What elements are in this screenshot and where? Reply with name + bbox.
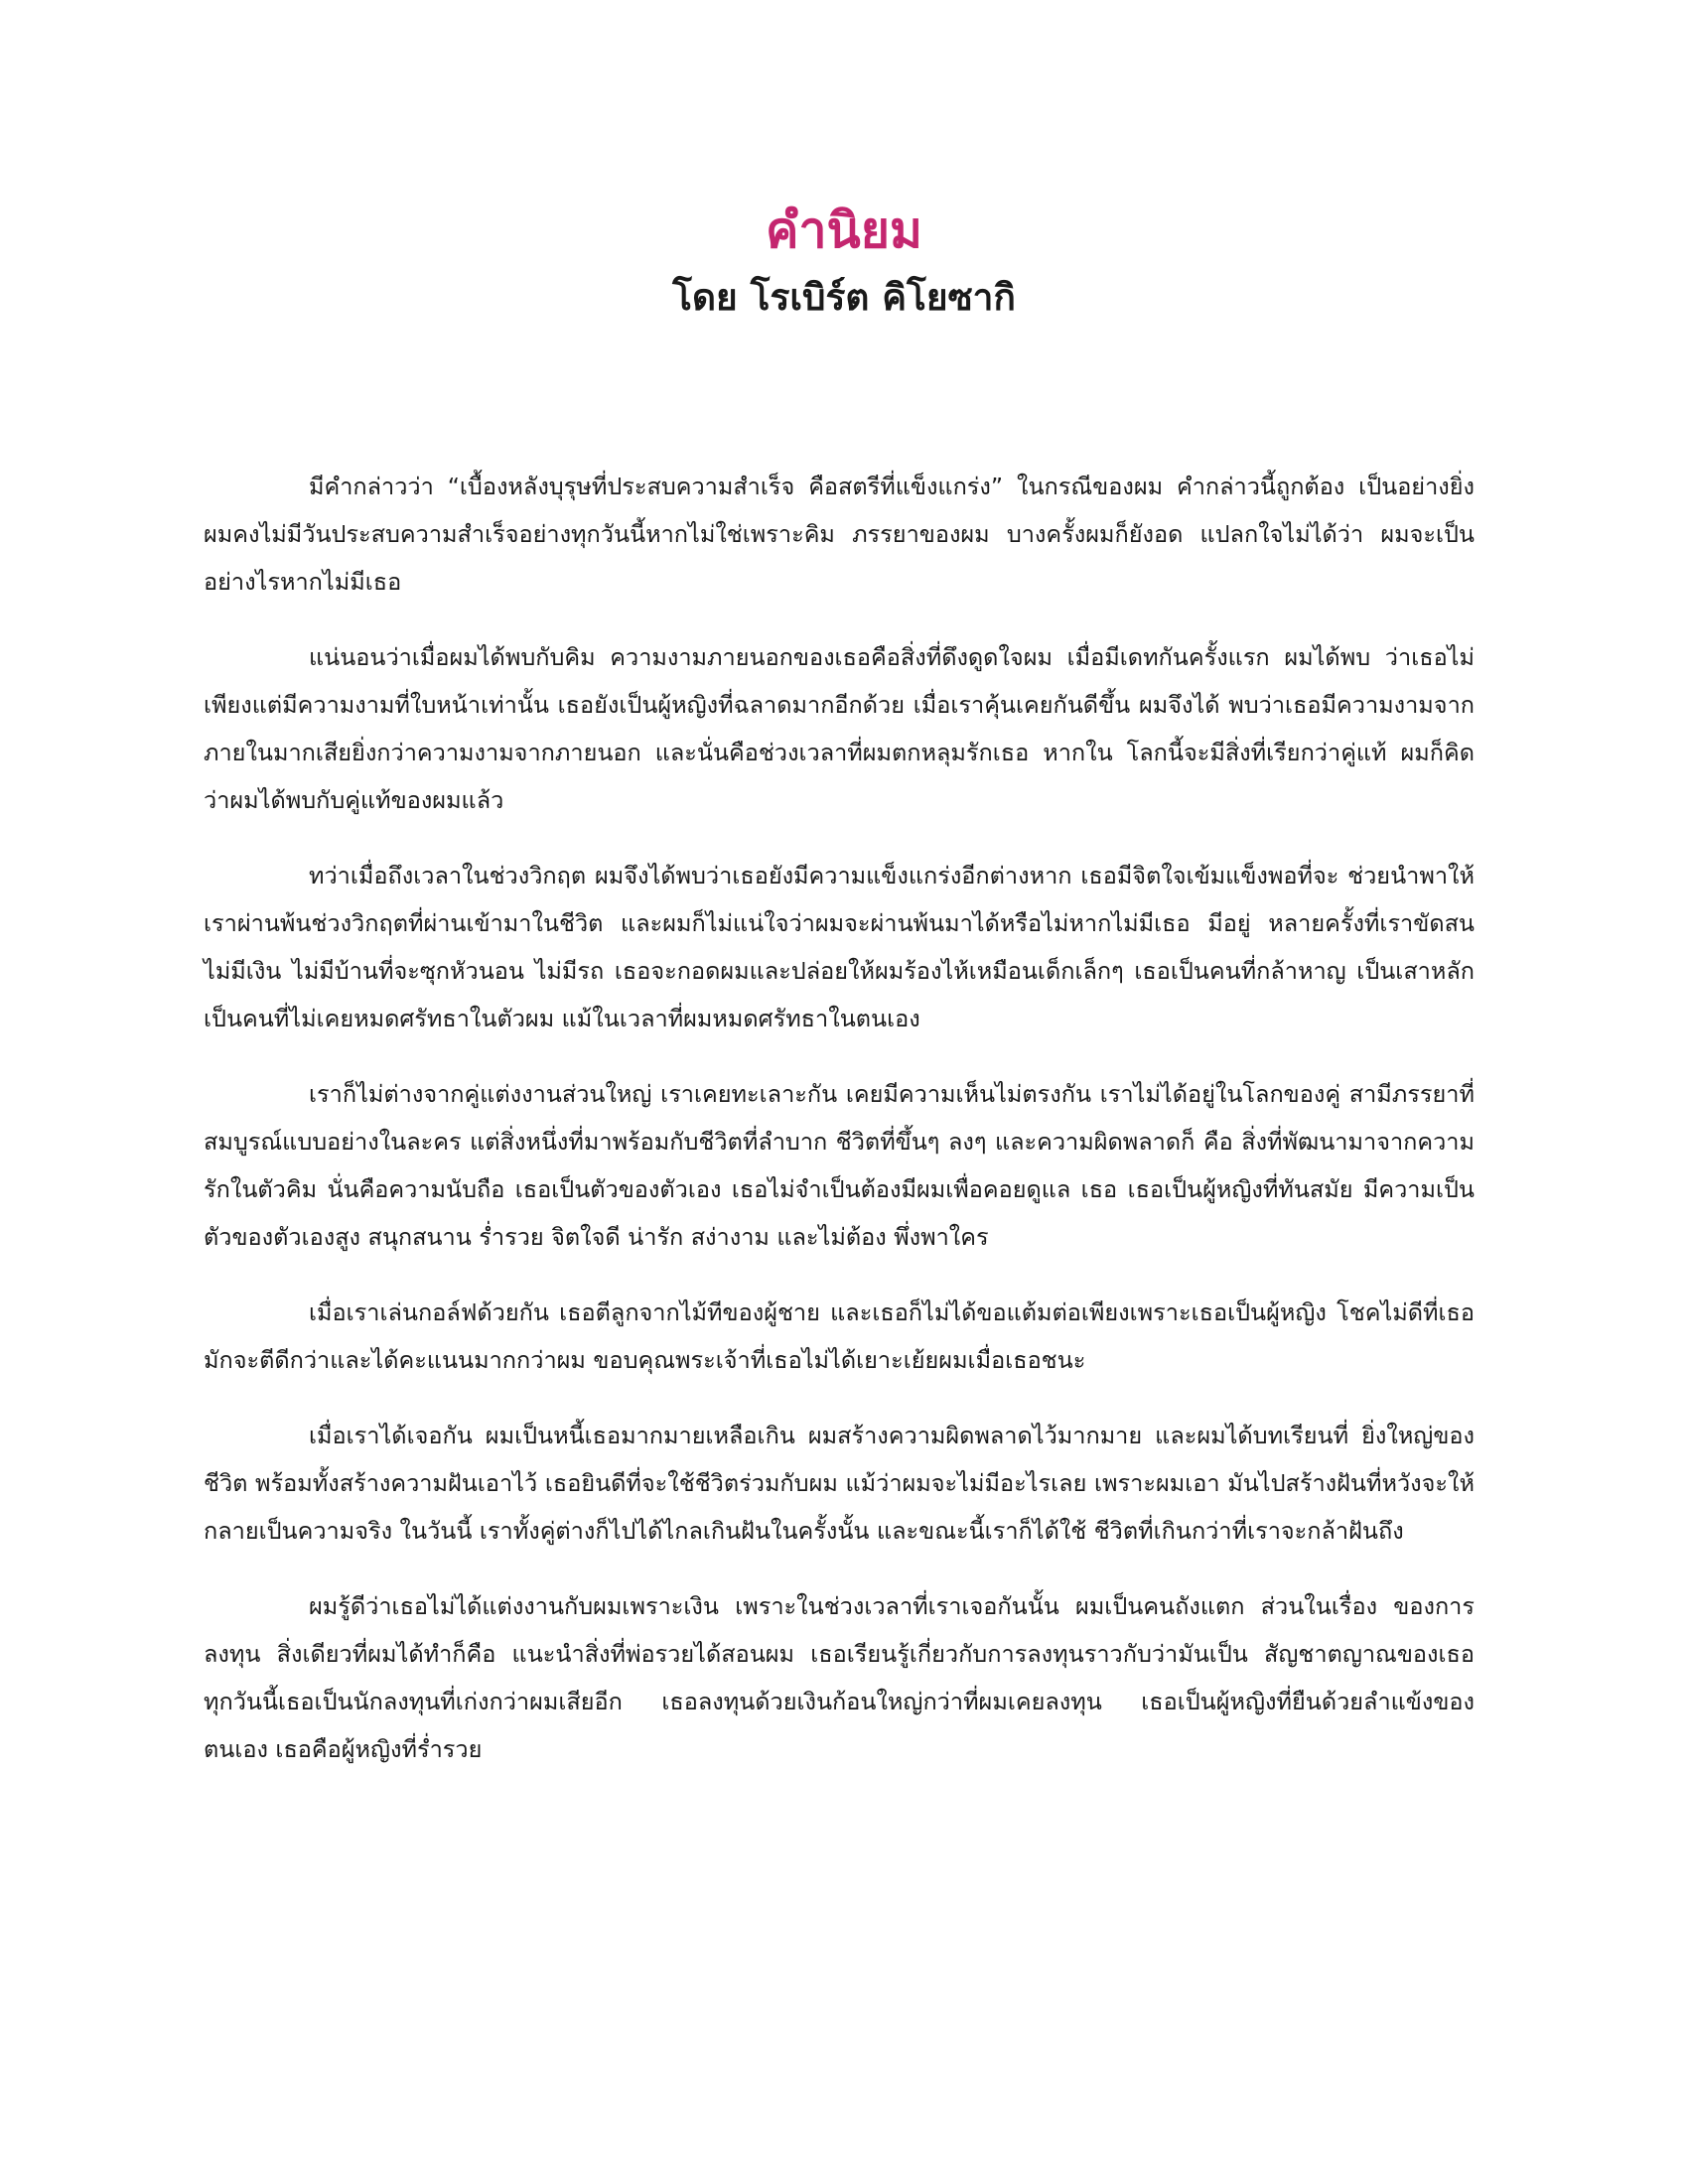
page-title: คำนิยม bbox=[766, 202, 922, 259]
paragraph: แน่นอนว่าเมื่อผมได้พบกับคิม ความงามภายนอกของเธอคือสิ่งที่ดึงดูดใจผม เมื่อมีเดทกันครั้งแรก ผมได้พบ ว่าเธอไม่เพียงแต่มีความงามที่ใบหน้าเท่านั้น เธอยังเป็นผู้หญิงที่ฉลาดมากอีกด้วย เมื่อเราคุ้นเคยกันดีขึ้น ผมจึงได้ พบว่าเธอมีความงามจากภายในมากเสียยิ่งกว่าความงามจากภายนอก และนั่นคือช่วงเวลาที่ผมตกหลุมรักเธอ หากใน โลกนี้จะมีสิ่งที่เรียกว่าคู่แท้ ผมก็คิดว่าผมได้พบกับคู่แท้ของผมแล้ว bbox=[204, 643, 1475, 814]
paragraph: ผมรู้ดีว่าเธอไม่ได้แต่งงานกับผมเพราะเงิน เพราะในช่วงเวลาที่เราเจอกันนั้น ผมเป็นคนถังแตก ส่วนในเรื่อง ของการลงทุน สิ่งเดียวที่ผมได้ทำก็คือ แนะนำสิ่งที่พ่อรวยได้สอนผม เธอเรียนรู้เกี่ยวกับการลงทุนราวกับว่ามันเป็น สัญชาตญาณของเธอ ทุกวันนี้เธอเป็นนักลงทุนที่เก่งกว่าผมเสียอีก เธอลงทุนด้วยเงินก้อนใหญ่กว่าที่ผมเคยลงทุน เธอเป็นผู้หญิงที่ยืนด้วยลำแข้งของตนเอง เธอคือผู้หญิงที่ร่ำรวย bbox=[204, 1592, 1475, 1763]
paragraph: เราก็ไม่ต่างจากคู่แต่งงานส่วนใหญ่ เราเคยทะเลาะกัน เคยมีความเห็นไม่ตรงกัน เราไม่ได้อยู่ในโลกของคู่ สามีภรรยาที่สมบูรณ์แบบอย่างในละคร แต่สิ่งหนึ่งที่มาพร้อมกับชีวิตที่ลำบาก ชีวิตที่ขึ้นๆ ลงๆ และความผิดพลาดก็ คือ สิ่งที่พัฒนามาจากความรักในตัวคิม นั่นคือความนับถือ เธอเป็นตัวของตัวเอง เธอไม่จำเป็นต้องมีผมเพื่อคอยดูแล เธอ เธอเป็นผู้หญิงที่ทันสมัย มีความเป็นตัวของตัวเองสูง สนุกสนาน ร่ำรวย จิตใจดี น่ารัก สง่างาม และไม่ต้อง พึ่งพาใคร bbox=[204, 1080, 1475, 1251]
author-byline: โดย โรเบิร์ต คิโยซากิ bbox=[672, 276, 1016, 319]
page-header bbox=[0, 197, 1688, 324]
paragraph: มีคำกล่าวว่า “เบื้องหลังบุรุษที่ประสบความสำเร็จ คือสตรีที่แข็งแกร่ง” ในกรณีของผม คำกล่าวนี้ถูกต้อง เป็นอย่างยิ่ง ผมคงไม่มีวันประสบความสำเร็จอย่างทุกวันนี้หากไม่ใช่เพราะคิม ภรรยาของผม บางครั้งผมก็ยังอด แปลกใจไม่ได้ว่า ผมจะเป็นอย่างไรหากไม่มีเธอ bbox=[204, 473, 1475, 596]
paragraph: ทว่าเมื่อถึงเวลาในช่วงวิกฤต ผมจึงได้พบว่าเธอยังมีความแข็งแกร่งอีกต่างหาก เธอมีจิตใจเข้มแข็งพอที่จะ ช่วยนำพาให้เราผ่านพ้นช่วงวิกฤตที่ผ่านเข้ามาในชีวิต และผมก็ไม่แน่ใจว่าผมจะผ่านพ้นมาได้หรือไม่หากไม่มีเธอ มีอยู่ หลายครั้งที่เราขัดสน ไม่มีเงิน ไม่มีบ้านที่จะซุกหัวนอน ไม่มีรถ เธอจะกอดผมและปล่อยให้ผมร้องไห้เหมือนเด็กเล็กๆ เธอเป็นคนที่กล้าหาญ เป็นเสาหลัก เป็นคนที่ไม่เคยหมดศรัทธาในตัวผม แม้ในเวลาที่ผมหมดศรัทธาในตนเอง bbox=[204, 862, 1475, 1032]
body-text bbox=[204, 463, 1475, 1801]
paragraph: เมื่อเราเล่นกอล์ฟด้วยกัน เธอตีลูกจากไม้ทีของผู้ชาย และเธอก็ไม่ได้ขอแต้มต่อเพียงเพราะเธอเป็นผู้หญิง โชคไม่ดีที่เธอมักจะตีดีกว่าและได้คะแนนมากกว่าผม ขอบคุณพระเจ้าที่เธอไม่ได้เยาะเย้ยผมเมื่อเธอชนะ bbox=[204, 1298, 1475, 1374]
paragraph: เมื่อเราได้เจอกัน ผมเป็นหนี้เธอมากมายเหลือเกิน ผมสร้างความผิดพลาดไว้มากมาย และผมได้บทเรียนที่ ยิ่งใหญ่ของชีวิต พร้อมทั้งสร้างความฝันเอาไว้ เธอยินดีที่จะใช้ชีวิตร่วมกับผม แม้ว่าผมจะไม่มีอะไรเลย เพราะผมเอา มันไปสร้างฝันที่หวังจะให้กลายเป็นความจริง ในวันนี้ เราทั้งคู่ต่างก็ไปได้ไกลเกินฝันในครั้งนั้น และขณะนี้เราก็ได้ใช้ ชีวิตที่เกินกว่าที่เราจะกล้าฝันถึง bbox=[204, 1422, 1475, 1545]
